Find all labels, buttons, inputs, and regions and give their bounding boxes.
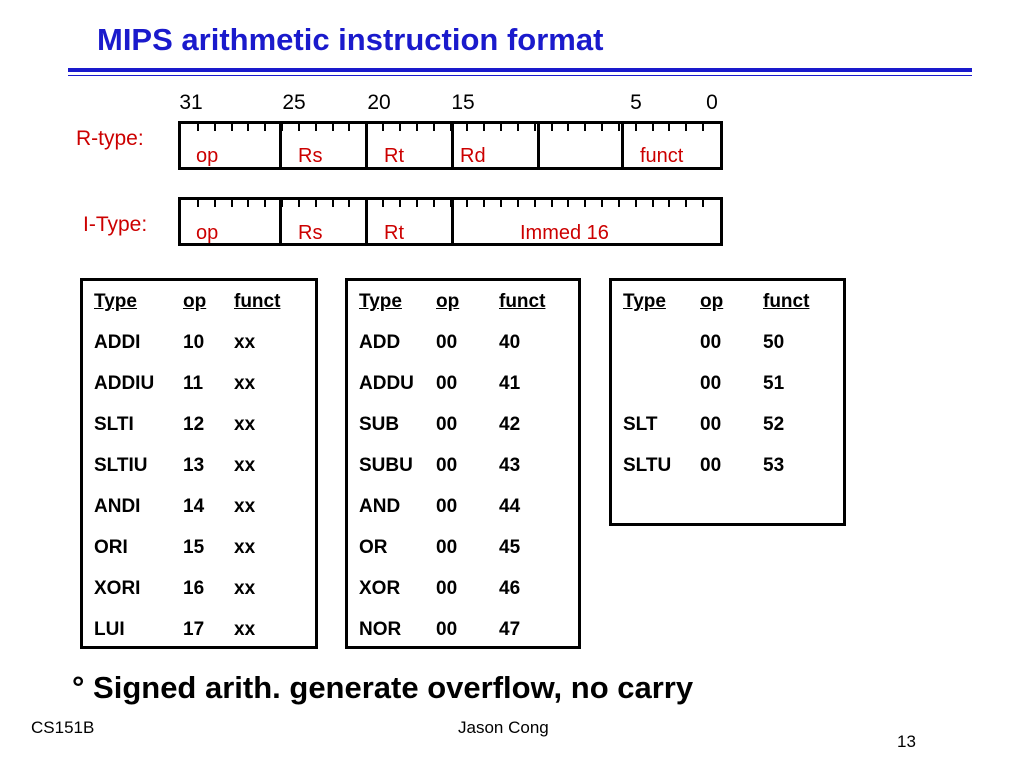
- bit-tick: [298, 200, 300, 207]
- table-cell-funct: xx: [234, 414, 256, 435]
- table-cell-type: SLTU: [623, 455, 672, 476]
- bit-tick: [281, 200, 283, 207]
- bit-tick: [399, 200, 401, 207]
- bit-tick: [500, 124, 502, 131]
- bit-tick: [332, 200, 334, 207]
- footer-author: Jason Cong: [458, 718, 549, 737]
- table-cell-type: SLT: [623, 414, 658, 435]
- bit-tick: [382, 200, 384, 207]
- table-cell-op: 00: [436, 496, 458, 517]
- table-cell-op: 00: [436, 537, 458, 558]
- table-cell-funct: 47: [499, 619, 521, 640]
- table-header-type: Type: [359, 291, 402, 312]
- table-cell-type: AND: [359, 496, 401, 517]
- table-cell-type: ANDI: [94, 496, 141, 517]
- i-field-op-label: op: [196, 222, 219, 244]
- table-cell-op: 00: [700, 455, 722, 476]
- bit-tick: [534, 200, 536, 207]
- bit-tick: [433, 124, 435, 131]
- table-cell-type: NOR: [359, 619, 402, 640]
- table-cell-type: XOR: [359, 578, 401, 599]
- table-cell-type: ADDI: [94, 332, 141, 353]
- table-cell-funct: 53: [763, 455, 785, 476]
- r-type-label: R-type:: [76, 127, 144, 150]
- table-header-type: Type: [623, 291, 666, 312]
- i-type-label: I-Type:: [83, 213, 148, 236]
- bit-tick: [635, 200, 637, 207]
- bit-tick: [382, 124, 384, 131]
- table-header-type: Type: [94, 291, 137, 312]
- bit-tick: [416, 124, 418, 131]
- table-cell-op: 12: [183, 414, 205, 435]
- table-cell-funct: 46: [499, 578, 521, 599]
- bit-tick: [332, 124, 334, 131]
- r-field-op-label: op: [196, 145, 219, 167]
- bit-tick: [197, 124, 199, 131]
- table-cell-op: 11: [183, 373, 204, 394]
- bit-tick: [247, 124, 249, 131]
- bit-tick: [551, 124, 553, 131]
- table-cell-funct: xx: [234, 332, 256, 353]
- bit-tick: [652, 124, 654, 131]
- table-header-op: op: [183, 291, 207, 312]
- r-type-format-box: [178, 121, 723, 170]
- table-cell-op: 00: [436, 619, 458, 640]
- bit-tick: [365, 124, 367, 131]
- table-cell-op: 00: [436, 332, 458, 353]
- bit-tick: [567, 124, 569, 131]
- bit-tick: [466, 200, 468, 207]
- table-cell-op: 13: [183, 455, 205, 476]
- bit-tick: [668, 124, 670, 131]
- i-field-rt-label: Rt: [384, 222, 404, 244]
- table-cell-type: SLTIU: [94, 455, 148, 476]
- table-cell-type: ADDIU: [94, 373, 155, 394]
- bit-tick: [618, 200, 620, 207]
- table-cell-op: 10: [183, 332, 205, 353]
- footer-course: CS151B: [31, 718, 95, 737]
- bit-tick: [365, 200, 367, 207]
- bit-tick: [702, 124, 704, 131]
- bit-tick: [584, 200, 586, 207]
- i-field-rs: [282, 200, 368, 243]
- bit-position-25: 25: [282, 91, 306, 114]
- bit-tick: [247, 200, 249, 207]
- table-header-funct: funct: [763, 291, 810, 312]
- bit-tick: [264, 124, 266, 131]
- table-cell-type: SLTI: [94, 414, 134, 435]
- bit-tick: [214, 200, 216, 207]
- bit-tick: [231, 200, 233, 207]
- bit-tick: [315, 200, 317, 207]
- bit-tick: [264, 200, 266, 207]
- bit-tick: [416, 200, 418, 207]
- table-cell-funct: 44: [499, 496, 521, 517]
- footer-page-number: 13: [897, 732, 916, 751]
- bit-tick: [281, 124, 283, 131]
- r-field-shamt: [540, 124, 624, 167]
- r-field-rs-label: Rs: [298, 145, 323, 167]
- bit-tick: [231, 124, 233, 131]
- i-field-immediate-label: Immed 16: [520, 222, 609, 244]
- table-cell-funct: 41: [499, 373, 521, 394]
- bit-tick: [483, 200, 485, 207]
- bit-tick: [348, 200, 350, 207]
- table-cell-funct: xx: [234, 373, 256, 394]
- bit-position-0: 0: [706, 91, 718, 114]
- table-cell-funct: xx: [234, 455, 256, 476]
- bullet-symbol: °: [72, 670, 85, 705]
- table-cell-type: ADDU: [359, 373, 414, 394]
- bit-tick: [348, 124, 350, 131]
- table-cell-op: 17: [183, 619, 205, 640]
- table-cell-funct: xx: [234, 578, 256, 599]
- bit-tick: [618, 124, 620, 131]
- bit-tick: [214, 124, 216, 131]
- bit-tick: [668, 200, 670, 207]
- bullet-text: Signed arith. generate overflow, no carry: [93, 670, 694, 705]
- bit-tick: [702, 200, 704, 207]
- table-cell-type: XORI: [94, 578, 141, 599]
- r-field-rs: [282, 124, 368, 167]
- bit-tick: [197, 200, 199, 207]
- bit-tick: [567, 200, 569, 207]
- table-header-op: op: [700, 291, 724, 312]
- bullet-point: [72, 670, 693, 706]
- bit-tick: [601, 200, 603, 207]
- table-cell-op: 00: [436, 455, 458, 476]
- table-cell-op: 00: [700, 414, 722, 435]
- r-field-funct-label: funct: [640, 145, 684, 167]
- bit-tick: [517, 124, 519, 131]
- table-cell-funct: 45: [499, 537, 521, 558]
- immediate-opcode-table: [80, 278, 318, 649]
- r-field-rt-label: Rt: [384, 145, 404, 167]
- table-cell-funct: 42: [499, 414, 521, 435]
- bit-tick: [685, 200, 687, 207]
- table-cell-op: 14: [183, 496, 205, 517]
- i-field-rt: [368, 200, 454, 243]
- table-cell-op: 00: [436, 414, 458, 435]
- table-header-op: op: [436, 291, 460, 312]
- title-rule: [68, 68, 972, 72]
- bit-position-20: 20: [367, 91, 391, 114]
- bit-tick: [433, 200, 435, 207]
- title-rule-thin: [68, 75, 972, 76]
- bit-tick: [517, 200, 519, 207]
- table-cell-op: 00: [436, 373, 458, 394]
- slide-title: MIPS arithmetic instruction format: [97, 22, 604, 57]
- bit-tick: [450, 200, 452, 207]
- bit-tick: [635, 124, 637, 131]
- bit-tick: [652, 200, 654, 207]
- bit-position-5: 5: [630, 91, 642, 114]
- i-type-format-box: [178, 197, 723, 246]
- r-field-rd-label: Rd: [460, 145, 486, 167]
- r-field-rt: [368, 124, 454, 167]
- table-cell-op: 00: [700, 373, 722, 394]
- bit-position-31: 31: [179, 91, 203, 114]
- table-cell-type: SUBU: [359, 455, 413, 476]
- bit-tick: [601, 124, 603, 131]
- bit-tick: [500, 200, 502, 207]
- table-cell-funct: 50: [763, 332, 785, 353]
- compare-funct-table: [609, 278, 846, 526]
- table-cell-funct: 40: [499, 332, 521, 353]
- table-cell-type: OR: [359, 537, 388, 558]
- table-cell-op: 15: [183, 537, 205, 558]
- bit-tick: [466, 124, 468, 131]
- bit-tick: [315, 124, 317, 131]
- table-cell-type: ORI: [94, 537, 128, 558]
- bit-tick: [483, 124, 485, 131]
- table-header-funct: funct: [499, 291, 546, 312]
- bit-tick: [450, 124, 452, 131]
- table-cell-funct: xx: [234, 496, 256, 517]
- table-cell-op: 16: [183, 578, 205, 599]
- table-cell-type: LUI: [94, 619, 125, 640]
- bit-tick: [685, 124, 687, 131]
- table-header-funct: funct: [234, 291, 281, 312]
- table-cell-funct: xx: [234, 537, 256, 558]
- bit-tick: [298, 124, 300, 131]
- bit-tick: [534, 124, 536, 131]
- table-cell-op: 00: [436, 578, 458, 599]
- table-cell-type: ADD: [359, 332, 401, 353]
- table-cell-funct: 43: [499, 455, 521, 476]
- bit-tick: [551, 200, 553, 207]
- table-cell-op: 00: [700, 332, 722, 353]
- table-cell-type: SUB: [359, 414, 400, 435]
- rtype-funct-table: [345, 278, 581, 649]
- bit-tick: [584, 124, 586, 131]
- table-cell-funct: 52: [763, 414, 785, 435]
- bit-tick: [399, 124, 401, 131]
- bit-position-15: 15: [451, 91, 475, 114]
- table-cell-funct: xx: [234, 619, 256, 640]
- i-field-rs-label: Rs: [298, 222, 323, 244]
- table-cell-funct: 51: [763, 373, 785, 394]
